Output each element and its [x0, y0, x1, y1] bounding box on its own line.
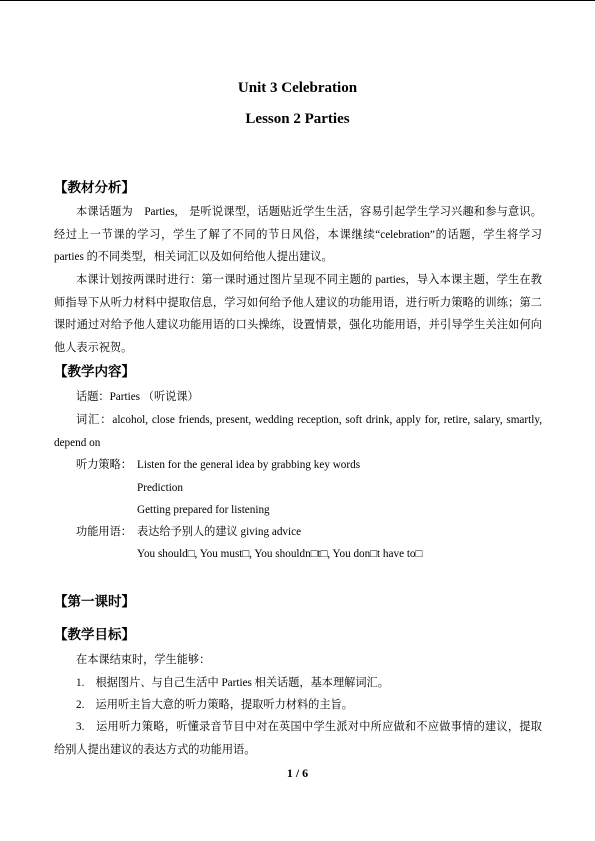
document-subtitle: Lesson 2 Parties [245, 111, 350, 127]
page-number: 1 / 6 [286, 766, 309, 780]
function-language-examples: You should□, You must□, You shouldn□t□, You don□t have to□ [137, 548, 423, 560]
heading-teaching-objectives: 【教学目标】 [54, 627, 135, 642]
function-language-label: 功能用语： [76, 526, 132, 538]
analysis-paragraph-1: 本课话题为 Parties, 是听说课型，话题贴近学生生活，容易引起学生学习兴趣和参与意识。经过上一节课的学习，学生了解了不同的节日风俗，本课继续“celebration”的话题，学生将学习 parties 的不同类型，相关词汇以及如何给他人提出建议。 [54, 206, 542, 264]
content-topic: 话题：Parties （听说课） [76, 391, 199, 403]
listening-strategy-item: Listen for the general idea by grabbing key words [137, 459, 361, 471]
content-vocabulary: 词汇：alcohol, close friends, present, wedding reception, soft drink, apply for, retire, salary, smartly, depend on [54, 414, 542, 449]
objectives-intro: 在本课结束时，学生能够： [76, 654, 211, 666]
heading-material-analysis: 【教材分析】 [54, 180, 135, 195]
top-border-line [0, 0, 595, 1]
listening-strategy-item: Getting prepared for listening [137, 504, 270, 516]
listening-strategy-label: 听力策略： [76, 459, 132, 471]
document-title: Unit 3 Celebration [237, 80, 358, 96]
function-language-description: 表达给予别人的建议 giving advice [137, 526, 302, 538]
objective-item: 2. 运用听主旨大意的听力策略，提取听力材料的主旨。 [76, 699, 353, 711]
heading-first-lesson: 【第一课时】 [54, 594, 135, 609]
objective-item: 1. 根据图片、与自己生活中 Parties 相关话题，基本理解词汇。 [76, 677, 389, 689]
objective-item: 3. 运用听力策略，听懂录音节目中对在英国中学生派对中所应做和不应做事情的建议，提取给别人提出建议的表达方式的功能用语。 [54, 721, 542, 756]
analysis-paragraph-2: 本课计划按两课时进行：第一课时通过图片呈现不同主题的 parties，导入本课主题，学生在教师指导下从听力材料中提取信息，学习如何给予他人建议的功能用语，进行听力策略的训练；第二课时通过对给予他人建议功能用语的口头操练，设置情景，强化功能用语，并引导学生关注如何向他人表示祝贺。 [54, 274, 542, 354]
heading-teaching-content: 【教学内容】 [54, 364, 135, 379]
listening-strategy-item: Prediction [137, 482, 183, 494]
